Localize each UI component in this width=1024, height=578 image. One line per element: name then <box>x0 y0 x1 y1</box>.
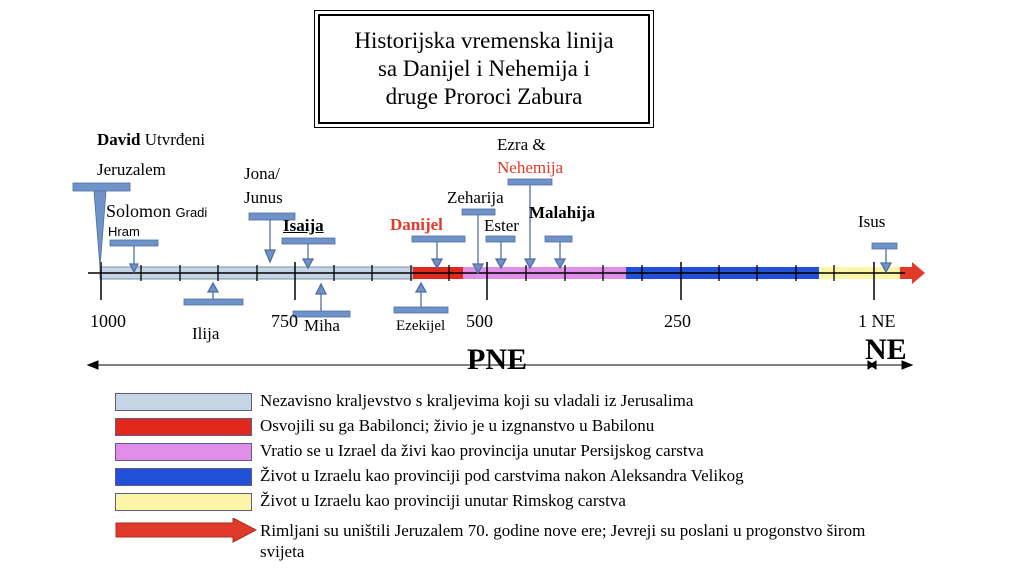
isaija-label: Isaija <box>283 216 324 235</box>
ezekijel-marker-bar <box>394 307 448 313</box>
ilija-label: Ilija <box>192 324 220 343</box>
ester-label: Ester <box>484 216 519 235</box>
miha-label: Miha <box>304 316 340 335</box>
isaija-marker-bar <box>282 238 335 244</box>
david-label-line2: Jeruzalem <box>97 160 166 179</box>
zeharija-label: Zeharija <box>447 188 504 207</box>
legend-swatch <box>115 418 252 436</box>
david-name: David <box>97 130 141 149</box>
danijel-marker-bar <box>412 236 465 242</box>
david-event: Utvrđeni <box>144 130 206 149</box>
legend-text: Osvojili su ga Babilonci; živio je u izgnanstvo u Babilonu <box>260 416 655 435</box>
title-line-3: druge Proroci Zabura <box>385 84 583 109</box>
legend-swatch <box>115 443 252 461</box>
legend-text: Život u Izraelu kao provinciji unutar Rimskog carstva <box>260 491 626 510</box>
title-line-1: Historijska vremenska linija <box>354 28 614 53</box>
legend-swatch <box>115 468 252 486</box>
jona-label-line1: Jona/ <box>244 164 280 183</box>
nehemija-label: Nehemija <box>497 158 564 177</box>
pne-label: PNE <box>467 343 527 376</box>
malahija-marker-bar <box>545 236 572 242</box>
david-label <box>97 130 205 150</box>
legend-text: Život u Izraelu kao provinciji pod carstvima nakon Aleksandra Velikog <box>260 466 744 485</box>
legend-text: Nezavisno kraljevstvo s kraljevima koji su vladali iz Jerusalima <box>260 391 694 410</box>
ezra-label: Ezra & <box>497 135 546 154</box>
tick-label-250: 250 <box>664 311 691 331</box>
tick-label-1000: 1000 <box>90 311 126 331</box>
zeharija-marker-bar <box>462 209 495 215</box>
legend-swatch <box>115 393 252 411</box>
isus-marker-bar <box>872 243 897 249</box>
danijel-label: Danijel <box>390 215 443 234</box>
tick-label-500: 500 <box>466 311 493 331</box>
legend-text-line2: svijeta <box>260 542 305 561</box>
legend-text: Rimljani su uništili Jeruzalem 70. godine nove ere; Jevreji su poslani u progonstvo širom <box>260 521 866 540</box>
pne-arrowhead <box>88 361 98 369</box>
legend-text: Vratio se u Izrael da živi kao provincija unutar Persijskog carstva <box>260 441 704 460</box>
legend-swatch <box>115 493 252 511</box>
tick-label-750: 750 <box>271 311 298 331</box>
jona-label-line2: Junus <box>244 188 283 207</box>
solomon-event: Gradi <box>175 205 208 220</box>
title-line-2: sa Danijel i Nehemija i <box>377 56 591 81</box>
solomon-label <box>106 201 207 223</box>
ilija-marker-bar <box>184 299 243 305</box>
isus-label: Isus <box>858 212 886 231</box>
legend-arrow-swatch <box>115 518 257 544</box>
ezra-nehemija-marker-bar <box>508 179 552 185</box>
solomon-name: Solomon <box>106 201 172 221</box>
ester-marker-bar <box>486 236 515 242</box>
ezekijel-label: Ezekijel <box>396 318 446 334</box>
solomon-label-line2: Hram <box>108 224 140 239</box>
tick-label-1ne: 1 NE <box>858 311 896 331</box>
david-marker-bar <box>73 183 130 191</box>
ne-label: NE <box>865 333 907 366</box>
david-marker-arrow <box>94 191 106 268</box>
malahija-label: Malahija <box>529 203 596 222</box>
